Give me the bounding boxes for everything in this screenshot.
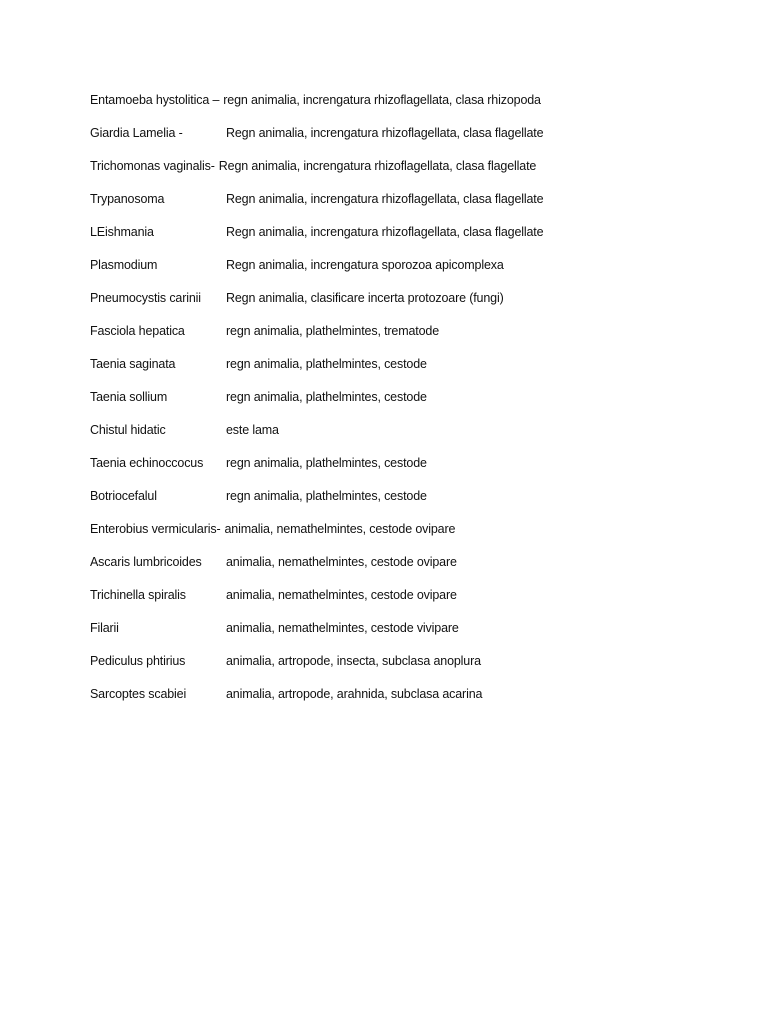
parasite-name: Trypanosoma <box>90 192 165 206</box>
list-item <box>90 93 730 126</box>
list-item <box>90 522 730 555</box>
list-item <box>90 225 730 258</box>
list-item <box>90 258 730 291</box>
list-item <box>90 489 730 522</box>
parasite-classification: Regn animalia, clasificare incerta protozoare (fungi) <box>226 291 504 305</box>
parasite-name: Giardia Lamelia - <box>90 126 183 140</box>
parasite-classification: Regn animalia, increngatura rhizoflagellata, clasa flagellate <box>226 225 544 239</box>
list-item <box>90 159 730 192</box>
parasite-name: Taenia saginata <box>90 357 176 371</box>
list-item <box>90 291 730 324</box>
list-item <box>90 423 730 456</box>
parasite-name: Pneumocystis carinii <box>90 291 201 305</box>
parasite-name: Pediculus phtirius <box>90 654 186 668</box>
list-item <box>90 621 730 654</box>
parasite-classification: regn animalia, plathelmintes, cestode <box>226 489 427 503</box>
parasite-classification: regn animalia, plathelmintes, cestode <box>226 390 427 404</box>
parasite-name: Entamoeba hystolitica – <box>90 93 220 107</box>
parasite-classification: Regn animalia, increngatura rhizoflagellata, clasa flagellate <box>226 126 544 140</box>
parasite-name: Filarii <box>90 621 119 635</box>
parasite-classification: animalia, nemathelmintes, cestode ovipare <box>224 522 456 536</box>
parasite-classification: Regn animalia, increngatura rhizoflagellata, clasa flagellate <box>226 192 544 206</box>
parasite-name: Trichomonas vaginalis- <box>90 159 215 173</box>
list-item <box>90 192 730 225</box>
parasite-name: Botriocefalul <box>90 489 157 503</box>
parasite-name: Chistul hidatic <box>90 423 166 437</box>
parasite-name: Sarcoptes scabiei <box>90 687 187 701</box>
list-item <box>90 390 730 423</box>
list-item <box>90 555 730 588</box>
parasite-name: LEishmania <box>90 225 154 239</box>
parasite-classification: animalia, artropode, insecta, subclasa anoplura <box>226 654 481 668</box>
list-item <box>90 687 730 720</box>
parasite-classification: Regn animalia, increngatura rhizoflagellata, clasa flagellate <box>218 159 537 173</box>
parasite-classification: regn animalia, plathelmintes, trematode <box>226 324 440 338</box>
parasite-name: Ascaris lumbricoides <box>90 555 202 569</box>
list-item <box>90 456 730 489</box>
parasite-classification: Regn animalia, increngatura sporozoa apicomplexa <box>226 258 504 272</box>
parasite-classification: animalia, nemathelmintes, cestode ovipare <box>226 588 457 602</box>
parasite-classification: animalia, nemathelmintes, cestode ovipare <box>226 555 457 569</box>
list-item <box>90 324 730 357</box>
list-item <box>90 357 730 390</box>
parasite-classification: regn animalia, plathelmintes, cestode <box>226 357 427 371</box>
parasite-name: Taenia echinoccocus <box>90 456 204 470</box>
list-item <box>90 126 730 159</box>
list-item <box>90 588 730 621</box>
parasite-name: Fasciola hepatica <box>90 324 185 338</box>
parasite-classification-list <box>90 93 730 720</box>
parasite-classification: animalia, nemathelmintes, cestode vivipare <box>226 621 459 635</box>
parasite-classification: este lama <box>226 423 279 437</box>
parasite-classification: animalia, artropode, arahnida, subclasa acarina <box>226 687 483 701</box>
parasite-classification: regn animalia, plathelmintes, cestode <box>226 456 427 470</box>
parasite-name: Enterobius vermicularis- <box>90 522 221 536</box>
parasite-classification: regn animalia, increngatura rhizoflagellata, clasa rhizopoda <box>223 93 541 107</box>
parasite-name: Taenia sollium <box>90 390 168 404</box>
parasite-name: Plasmodium <box>90 258 158 272</box>
list-item <box>90 654 730 687</box>
parasite-name: Trichinella spiralis <box>90 588 186 602</box>
